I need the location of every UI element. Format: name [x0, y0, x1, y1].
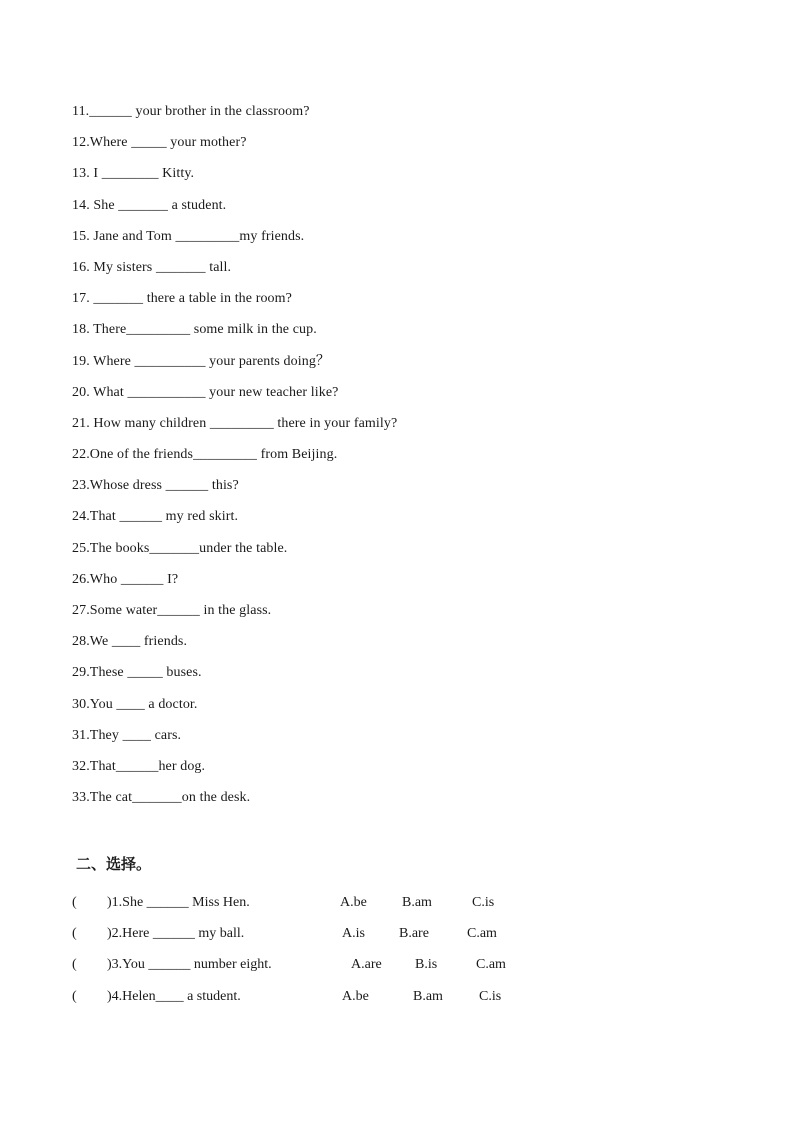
answer-bracket: (	[72, 988, 77, 1004]
fill-in-item: 33.The cat_______on the desk.	[72, 790, 251, 806]
fill-in-item: 26.Who ______ I?	[72, 571, 179, 587]
fill-in-item: 31.They ____ cars.	[72, 727, 182, 743]
choice-question	[72, 986, 752, 1017]
fill-in-item: 25.The books_______under the table.	[72, 540, 288, 556]
fill-in-item: 24.That ______ my red skirt.	[72, 509, 239, 525]
option-b: B.is	[415, 957, 438, 973]
question-text: )1.She ______ Miss Hen.	[107, 895, 250, 910]
answer-bracket: (	[72, 895, 77, 910]
option-a: A.be	[342, 988, 369, 1004]
option-c: C.am	[476, 957, 506, 973]
fill-in-item: 32.That______her dog.	[72, 758, 206, 774]
question-text: )3.You ______ number eight.	[107, 957, 272, 973]
choice-question	[72, 923, 752, 954]
fill-in-item: 28.We ____ friends.	[72, 634, 188, 650]
option-c: C.is	[479, 988, 502, 1004]
fill-in-item: 22.One of the friends_________ from Beijing.	[72, 447, 338, 463]
fill-in-item: 27.Some water______ in the glass.	[72, 603, 272, 618]
option-c: C.am	[467, 926, 497, 942]
fill-in-item: 30.You ____ a doctor.	[72, 696, 198, 712]
question-text: )2.Here ______ my ball.	[107, 926, 245, 942]
option-b: B.are	[399, 926, 429, 942]
fill-in-item: 13. I ________ Kitty.	[72, 166, 195, 182]
fill-in-item: 11.______ your brother in the classroom?	[72, 104, 310, 119]
question-text: )4.Helen____ a student.	[107, 988, 241, 1004]
fill-in-item: 29.These _____ buses.	[72, 665, 202, 681]
option-a: A.be	[340, 895, 367, 910]
fill-in-item: 15. Jane and Tom _________my friends.	[72, 228, 305, 244]
fill-in-list	[72, 101, 752, 818]
option-c: C.is	[472, 895, 495, 910]
fill-in-item: 19. Where __________ your parents doing？	[72, 353, 331, 369]
fill-in-item: 18. There_________ some milk in the cup.	[72, 322, 317, 338]
answer-bracket: (	[72, 926, 77, 942]
fill-in-item: 17. _______ there a table in the room?	[72, 291, 292, 307]
option-a: A.are	[351, 957, 382, 973]
fill-in-item: 23.Whose dress ______ this?	[72, 478, 239, 494]
fill-in-item: 20. What ___________ your new teacher like?	[72, 384, 339, 400]
fill-in-item: 16. My sisters _______ tall.	[72, 259, 232, 275]
choice-question	[72, 954, 752, 985]
option-a: A.is	[342, 926, 365, 942]
fill-in-item: 14. She _______ a student.	[72, 197, 227, 213]
choice-question	[72, 892, 752, 923]
fill-in-item: 21. How many children _________ there in your family?	[72, 415, 398, 431]
answer-bracket: (	[72, 957, 77, 973]
option-b: B.am	[413, 988, 443, 1004]
section-title: 二、选择。	[76, 855, 152, 873]
fill-in-item: 12.Where _____ your mother?	[72, 135, 247, 151]
choice-list	[72, 892, 752, 1017]
option-b: B.am	[402, 895, 432, 910]
